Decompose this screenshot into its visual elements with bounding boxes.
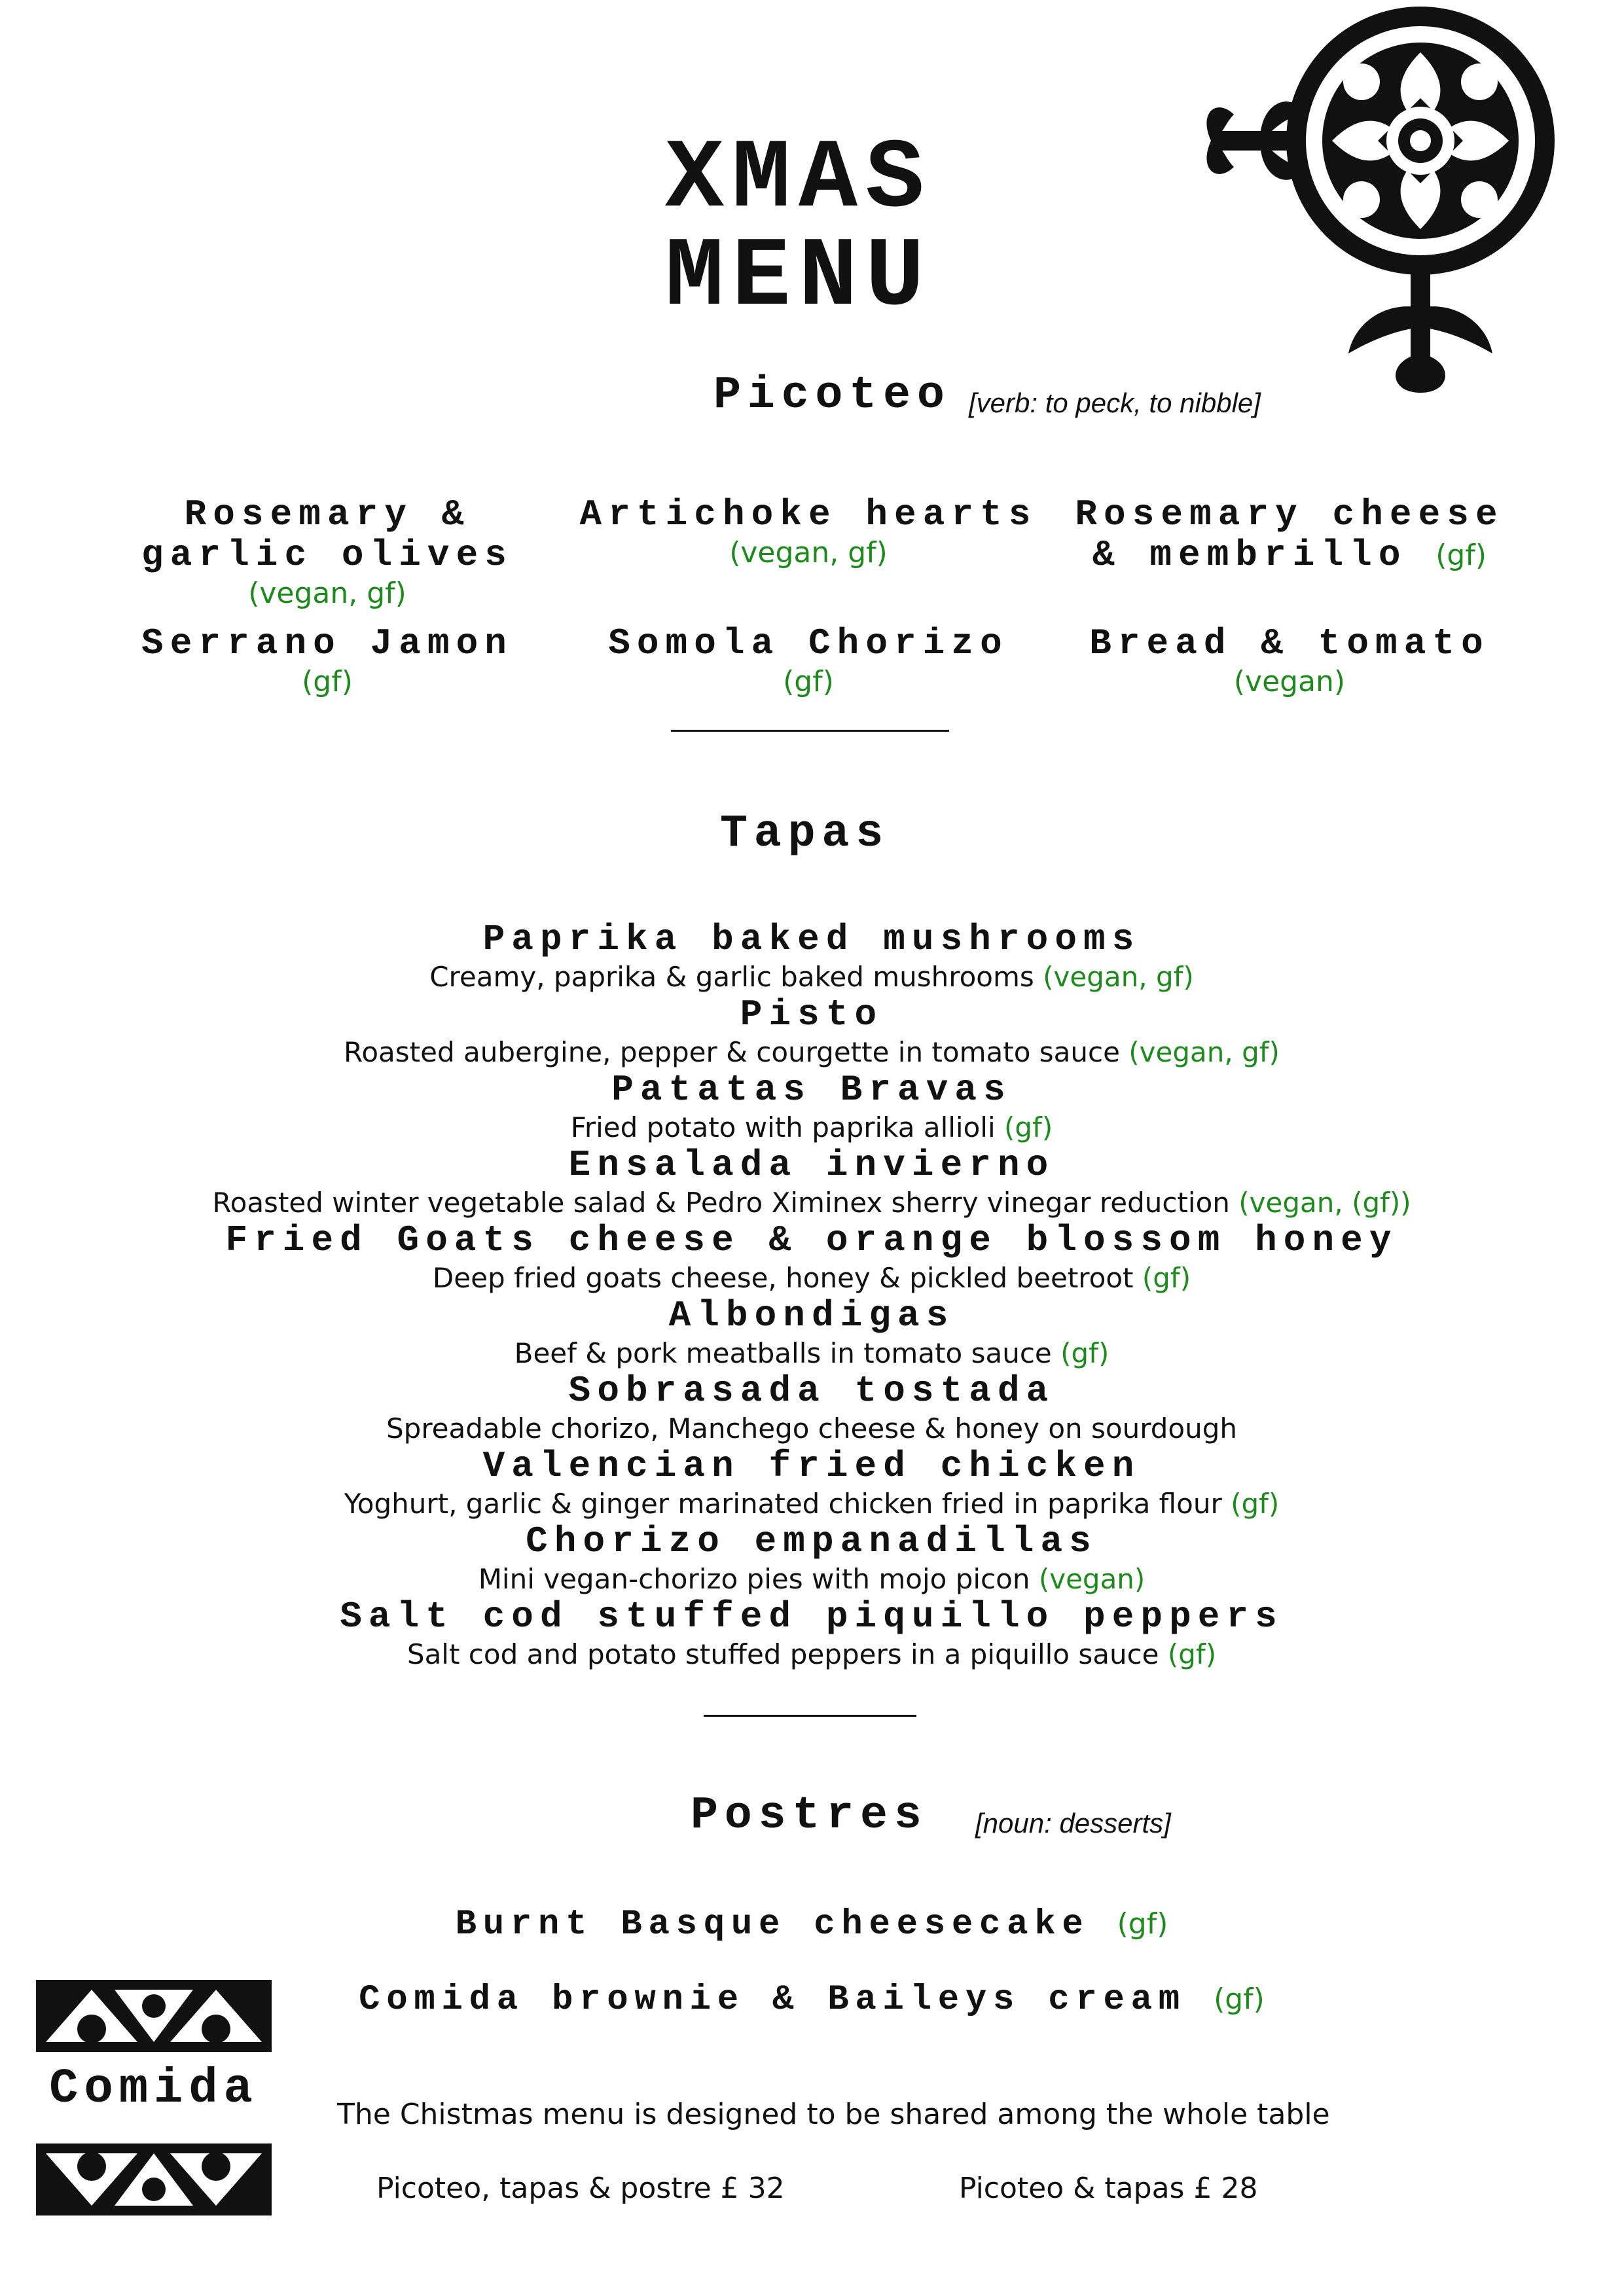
dish-description: Roasted aubergine, pepper & courgette in tomato sauce <box>344 1036 1120 1068</box>
dish-name: Pisto <box>740 994 884 1035</box>
picoteo-note: [verb: to peck, to nibble] <box>969 387 1261 418</box>
dietary-tag: (vegan, (gf)) <box>1238 1187 1411 1219</box>
title-line-1: XMAS <box>664 124 933 236</box>
dietary-tag: (vegan) <box>1233 665 1346 698</box>
dish-description: Roasted winter vegetable salad & Pedro Ximinex sherry vinegar reduction <box>212 1187 1230 1219</box>
dietary-tag: (gf) <box>1167 1638 1217 1670</box>
comida-logo <box>29 1980 278 2215</box>
tapas-item <box>157 1597 1466 1672</box>
tapas-item <box>157 1371 1466 1446</box>
dessert-name: Burnt Basque cheesecake <box>455 1905 1090 1945</box>
dietary-tag: (vegan, gf) <box>729 536 888 569</box>
dietary-tag: (gf) <box>1004 1111 1053 1143</box>
dish-name: Valencian fried chicken <box>482 1445 1141 1487</box>
price-label: Picoteo & tapas <box>959 2172 1185 2205</box>
dessert-name: Comida brownie & Baileys cream <box>359 1980 1186 2020</box>
dish-name: Ensalada invierno <box>568 1144 1055 1186</box>
menu-title <box>622 124 975 334</box>
lattice-top-icon <box>29 1980 278 2052</box>
tapas-item <box>157 1522 1466 1597</box>
dietary-tag: (gf) <box>1231 1488 1280 1520</box>
dish-description: Spreadable chorizo, Manchego cheese & honey on sourdough <box>386 1412 1237 1444</box>
dish-description: Mini vegan-chorizo pies with mojo picon <box>478 1563 1030 1595</box>
price-option-short <box>959 2172 1257 2205</box>
picoteo-item <box>1060 494 1519 576</box>
picoteo-item-name: Serrano Jamon <box>141 622 513 664</box>
dish-description: Fried potato with paprika allioli <box>570 1111 996 1143</box>
dietary-tag: (gf) <box>1117 1907 1168 1941</box>
dietary-tag: (gf) <box>1142 1262 1191 1294</box>
postres-heading: Postres <box>691 1790 928 1842</box>
divider <box>704 1715 916 1717</box>
dish-description: Salt cod and potato stuffed peppers in a piquillo sauce <box>406 1638 1159 1670</box>
dish-description: Beef & pork meatballs in tomato sauce <box>514 1337 1052 1369</box>
price-option-full <box>376 2172 785 2205</box>
picoteo-item <box>1060 623 1519 700</box>
dish-description: Yoghurt, garlic & ginger marinated chicken fried in paprika flour <box>344 1488 1222 1520</box>
dessert-item <box>262 1905 1362 1945</box>
picoteo-item-name: Rosemary cheese & membrillo <box>1075 493 1504 576</box>
dessert-item <box>262 1980 1362 2020</box>
tapas-item <box>157 1296 1466 1371</box>
dish-description: Deep fried goats cheese, honey & pickled beetroot <box>432 1262 1134 1294</box>
price-label: Picoteo, tapas & postre <box>376 2172 712 2205</box>
dietary-tag: (vegan, gf) <box>1043 961 1194 993</box>
picoteo-heading: Picoteo <box>713 370 951 422</box>
dish-name: Albondigas <box>668 1295 955 1336</box>
tapas-item <box>157 1221 1466 1296</box>
sharing-note: The Chistmas menu is designed to be shared among the whole table <box>337 2098 1330 2131</box>
tapas-item <box>157 1446 1466 1522</box>
dietary-tag: (gf) <box>783 665 834 698</box>
tapas-list <box>157 920 1466 1672</box>
tapas-item <box>157 1145 1466 1221</box>
dietary-tag: (gf) <box>1214 1982 1265 2016</box>
dietary-tag: (vegan, gf) <box>1128 1036 1280 1068</box>
picoteo-item <box>579 494 1038 571</box>
picoteo-item <box>98 623 556 700</box>
logo-text: Comida <box>49 2062 259 2117</box>
dish-name: Sobrasada tostada <box>568 1370 1055 1412</box>
dish-name: Fried Goats cheese & orange blossom honey <box>225 1219 1398 1261</box>
tapas-heading: Tapas <box>720 808 890 860</box>
dish-description: Creamy, paprika & garlic baked mushrooms <box>429 961 1034 993</box>
picoteo-item-name: Bread & tomato <box>1089 622 1490 664</box>
title-line-2: MENU <box>664 223 933 334</box>
tapas-item <box>157 1070 1466 1145</box>
picoteo-item <box>579 623 1038 700</box>
tapas-item <box>157 920 1466 995</box>
picoteo-item-name: Somola Chorizo <box>608 622 1009 664</box>
divider <box>671 730 949 732</box>
postres-note: [noun: desserts] <box>975 1808 1171 1839</box>
dietary-tag: (gf) <box>1435 539 1487 572</box>
picoteo-item-name: Artichoke hearts <box>579 493 1038 535</box>
dish-name: Chorizo empanadillas <box>526 1520 1098 1562</box>
dietary-tag: (gf) <box>1060 1337 1110 1369</box>
dietary-tag: (vegan) <box>1038 1563 1146 1595</box>
tapas-item <box>157 995 1466 1070</box>
picoteo-item-name: Rosemary & garlic olives <box>141 493 513 576</box>
dish-name: Patatas Bravas <box>611 1069 1012 1111</box>
dish-name: Salt cod stuffed piquillo peppers <box>340 1596 1284 1638</box>
dietary-tag: (gf) <box>302 665 353 698</box>
price-value: £ 32 <box>720 2172 785 2205</box>
fleur-de-lis-ornament-icon <box>1198 0 1564 406</box>
dish-name: Paprika baked mushrooms <box>482 918 1141 960</box>
picoteo-item <box>98 494 556 612</box>
dietary-tag: (vegan, gf) <box>248 577 406 610</box>
price-value: £ 28 <box>1193 2172 1258 2205</box>
lattice-bottom-icon <box>29 2144 278 2215</box>
